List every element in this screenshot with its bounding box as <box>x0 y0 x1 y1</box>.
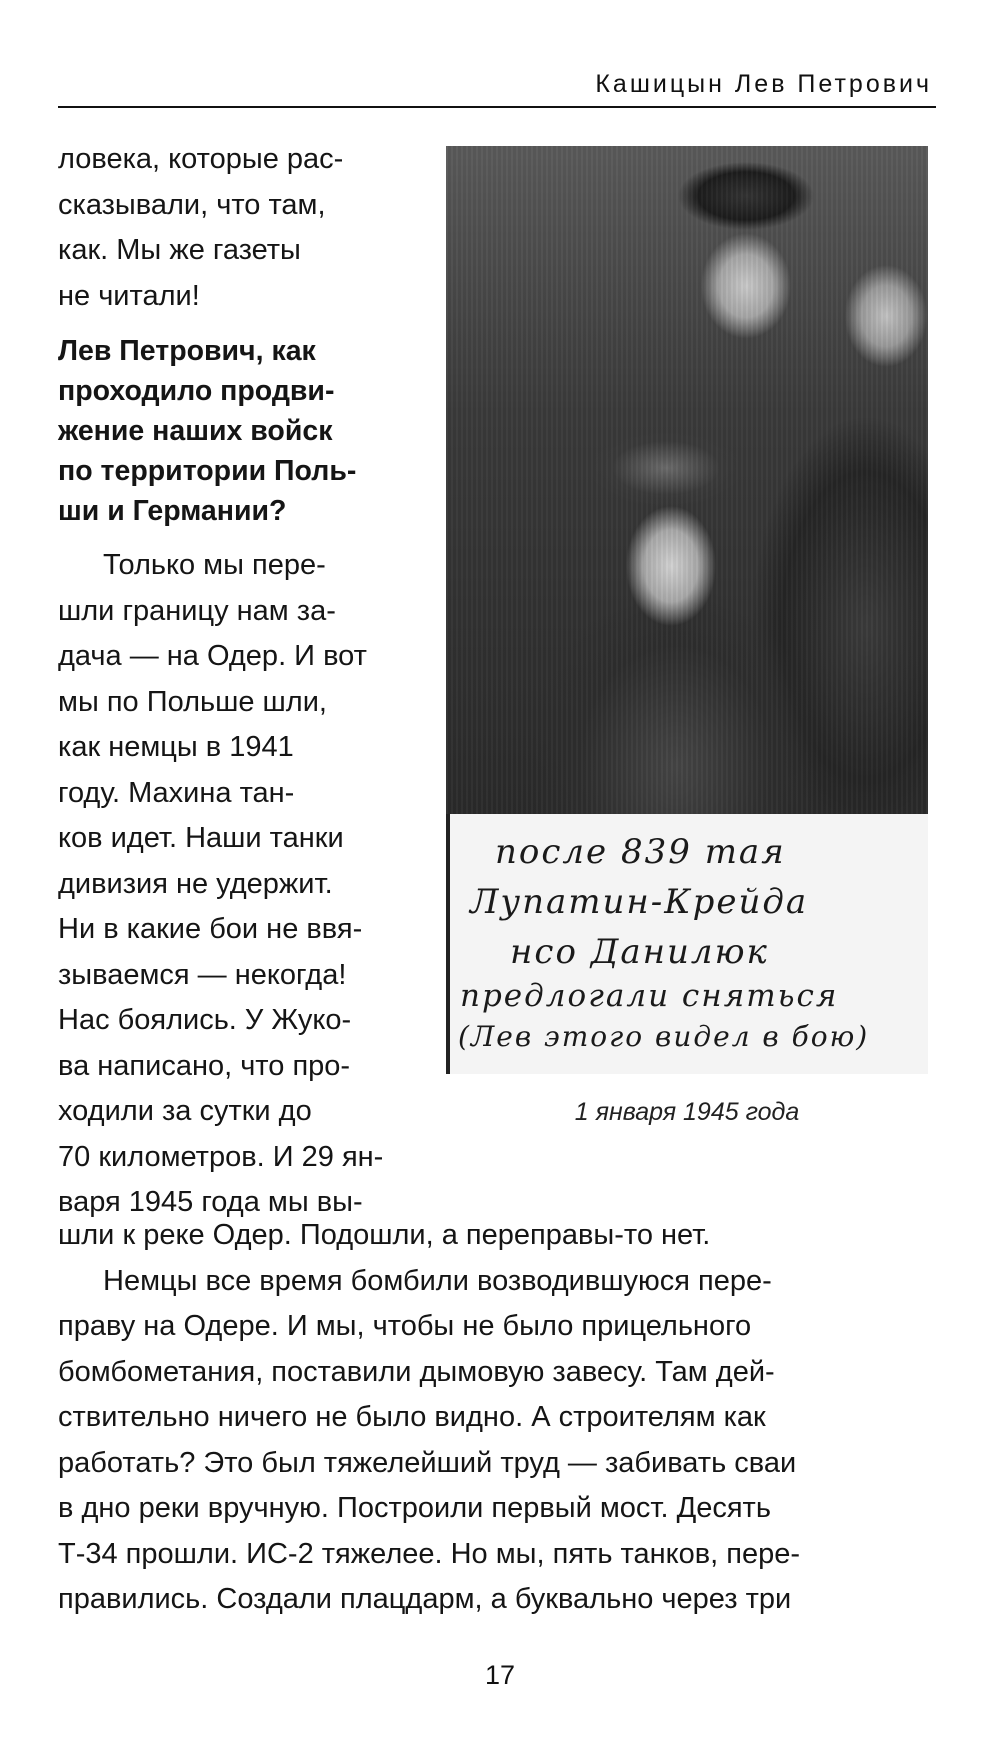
text-line: шли границу нам за- <box>58 594 336 627</box>
running-header <box>58 62 936 108</box>
question-line: проходило продви- <box>58 375 335 407</box>
lead-paragraph <box>58 137 408 319</box>
answer-paragraph <box>58 543 408 1226</box>
text-line: дача — на Одер. И вот <box>58 640 367 672</box>
handwritten-inscription <box>446 814 928 1074</box>
text-line: как. Мы же газеты <box>58 234 301 266</box>
left-text-column <box>58 137 408 1226</box>
text-line: ва написано, что про- <box>58 1049 351 1082</box>
question-line: по территории Поль- <box>58 455 357 487</box>
running-header-title: Кашицын Лев Петрович <box>595 70 932 98</box>
text-line: дивизия не удержит. <box>58 867 333 900</box>
text-line: сказывали, что там, <box>58 188 326 221</box>
text-line: Нас боялись. У Жуко- <box>58 1004 352 1036</box>
text-line: работать? Это был тяжелейший труд — забивать сваи <box>58 1446 797 1479</box>
text-line: бомбометания, поставили дымовую завесу. Там дей- <box>58 1355 775 1388</box>
text-line: ков идет. Наши танки <box>58 822 344 854</box>
continuation-line <box>58 1213 934 1259</box>
text-line: праву на Одере. И мы, чтобы не было прицельного <box>58 1310 752 1342</box>
text-line: не читали! <box>58 279 200 312</box>
historical-photograph <box>446 146 928 814</box>
text-line: Немцы все время бомбили возводившуюся пере- <box>103 1264 772 1297</box>
text-line: Ни в какие бои не ввя- <box>58 913 363 945</box>
text-line: в дно реки вручную. Построили первый мост. Десять <box>58 1492 771 1524</box>
text-line: Т-34 прошли. ИС-2 тяжелее. Но мы, пять танков, пере- <box>58 1537 801 1570</box>
text-line: шли к реке Одер. Подошли, а переправы-то нет. <box>58 1219 711 1251</box>
question-line: ши и Германии? <box>58 495 287 527</box>
text-line: мы по Польше шли, <box>58 685 327 718</box>
body-paragraph <box>58 1259 934 1623</box>
handwriting-line: предлогали сняться <box>460 978 839 1014</box>
full-width-text <box>58 1213 934 1623</box>
text-line: зываемся — некогда! <box>58 958 347 991</box>
handwriting-line: после 839 тая <box>495 832 786 872</box>
page-number: 17 <box>484 1660 516 1690</box>
text-line: Только мы пере- <box>103 549 326 581</box>
question-line: жение наших войск <box>58 415 333 447</box>
handwriting-line: Лупатин-Крейда <box>470 882 809 922</box>
text-line: правились. Создали плацдарм, а буквально через три <box>58 1583 792 1615</box>
text-line: варя 1945 года мы вы- <box>58 1186 363 1218</box>
question-line: Лев Петрович, как <box>58 335 316 367</box>
interview-question <box>58 331 408 531</box>
text-line: ствительно ничего не было видно. А строителям как <box>58 1401 766 1433</box>
text-line: как немцы в 1941 <box>58 731 294 763</box>
text-line: году. Махина тан- <box>58 776 295 809</box>
text-line: ходили за сутки до <box>58 1095 312 1127</box>
text-line: 70 километров. И 29 ян- <box>58 1140 384 1173</box>
handwriting-line: нсо Данилюк <box>510 932 769 972</box>
photo-caption: 1 января 1945 года <box>574 1098 800 1126</box>
handwriting-line: (Лев этого видел в бою) <box>458 1020 870 1053</box>
text-line: ловека, которые рас- <box>58 143 344 175</box>
